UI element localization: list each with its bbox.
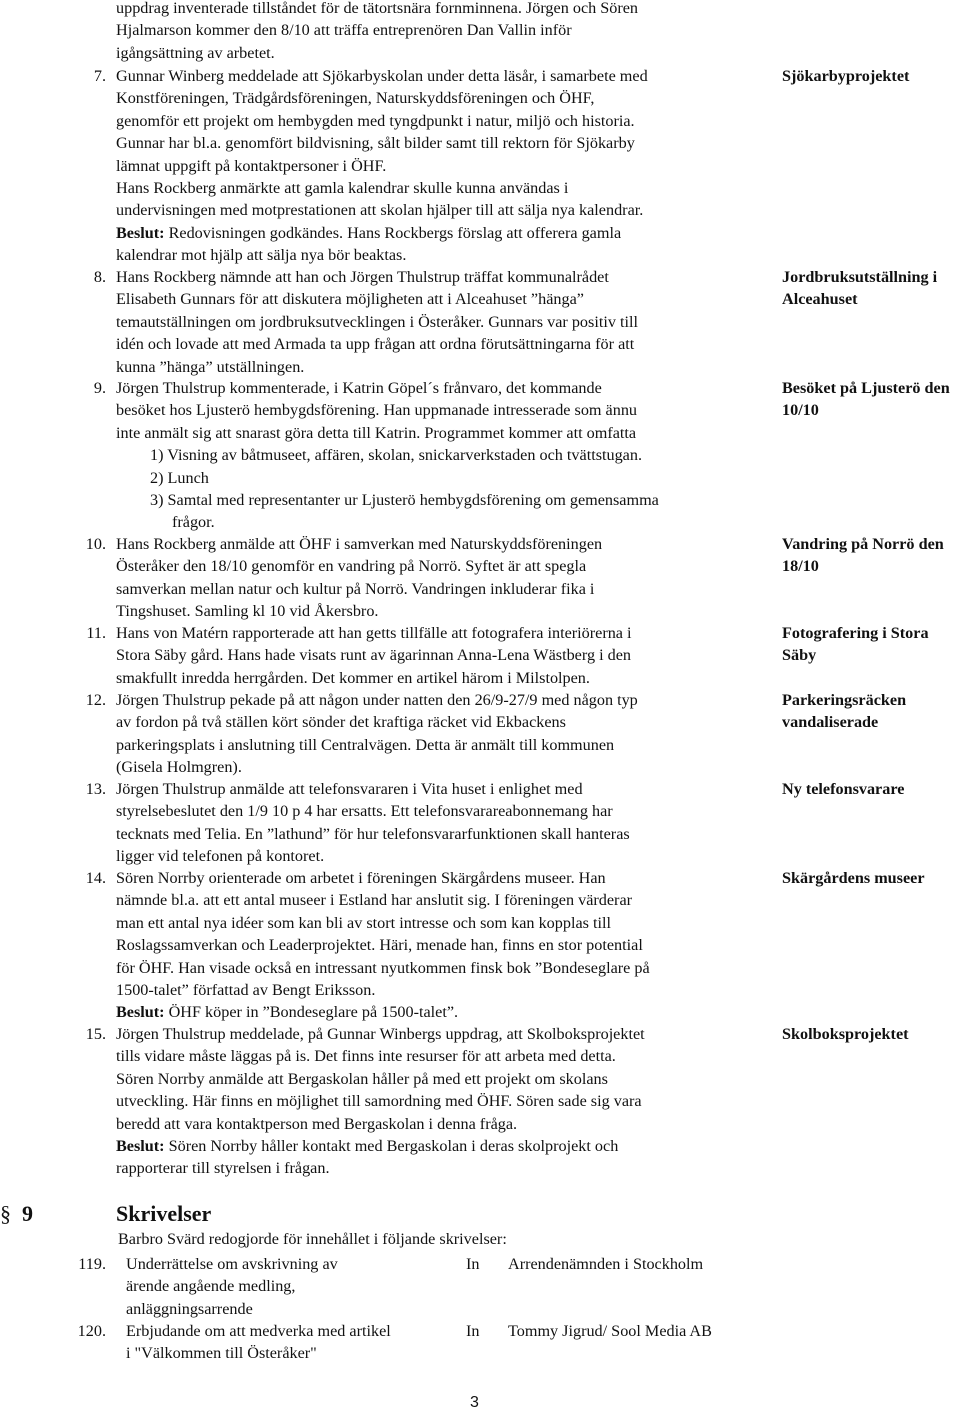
item-number: 15. bbox=[85, 1025, 106, 1043]
text-line: Gunnar har bl.a. genomfört bildvisning, sålt bilder samt till rektorn för Sjökarby bbox=[116, 134, 635, 153]
item-heading: Skärgårdens museer bbox=[782, 869, 925, 887]
continuation-text bbox=[116, 0, 766, 64]
item-body bbox=[116, 377, 766, 534]
program-item: 1) Visning av båtmuseet, affären, skolan, snickarverkstaden och tvättstugan. bbox=[150, 446, 643, 465]
section-sign: § bbox=[0, 1201, 11, 1226]
text-line: utveckling. Här finns en möjlighet till samordning med ÖHF. Sören sade sig vara bbox=[116, 1092, 642, 1111]
program-item: 3) Samtal med representanter ur Ljusterö hembygdsförening om gemensamma bbox=[150, 491, 659, 510]
text-line: rapporterar till styrelsen i frågan. bbox=[116, 1159, 330, 1178]
text-line: Konstföreningen, Trädgårdsföreningen, Naturskyddsföreningen och ÖHF, bbox=[116, 89, 595, 108]
text-line: Österåker den 18/10 genomför en vandring på Norrö. Syftet är att spegla bbox=[116, 557, 587, 576]
section-number: 9 bbox=[22, 1201, 33, 1226]
text-line: Elisabeth Gunnars för att diskutera möjligheten att i Alceahuset ”hänga” bbox=[116, 290, 584, 309]
letter-sender: Tommy Jigrud/ Sool Media AB bbox=[508, 1322, 712, 1340]
text-line: Stora Säby gård. Hans hade visats runt av ägarinnan Anna-Lena Wästberg i den bbox=[116, 646, 632, 665]
text-line: Jörgen Thulstrup pekade på att någon under natten den 26/9-27/9 med någon typ bbox=[116, 691, 638, 709]
item-body bbox=[116, 867, 766, 1024]
letter-number: 119. bbox=[78, 1255, 106, 1273]
text-line: kalendrar mot hjälp att sälja nya bör beaktas. bbox=[116, 246, 407, 265]
item-number: 14. bbox=[85, 869, 106, 887]
program-list bbox=[116, 444, 766, 534]
text-line: smakfullt inredda herrgården. Det kommer en artikel härom i Milstolpen. bbox=[116, 668, 590, 687]
text-line: anläggningsarrende bbox=[126, 1299, 253, 1318]
text-line: Sören Norrby orienterade om arbetet i föreningen Skärgårdens museer. Han bbox=[116, 869, 606, 887]
item-body bbox=[116, 778, 766, 868]
text-line: inte anmält sig att snarast göra detta till Katrin. Programmet kommer att omfatta bbox=[116, 423, 637, 442]
text-line: för ÖHF. Han visade också en intressant nyutkommen finsk bok ”Bondeseglare på bbox=[116, 958, 650, 977]
text-line: ligger vid telefonen på kontoret. bbox=[116, 847, 325, 866]
decision-label: Beslut: bbox=[116, 223, 165, 242]
letter-number: 120. bbox=[77, 1322, 106, 1340]
item-heading: Sjökarbyprojektet bbox=[782, 67, 910, 85]
item-body bbox=[116, 622, 766, 689]
text-line: idén och lovade att med Armada ta upp frågan att ordna förutsättningarna för att bbox=[116, 335, 635, 354]
section-title: Skrivelser bbox=[116, 1201, 212, 1226]
text-line: undervisningen med motprestationen att skolan hjälper till att sälja nya kalendrar. bbox=[116, 201, 644, 220]
item-heading: Skolboksprojektet bbox=[782, 1025, 909, 1043]
text-line: Hans Rockberg anmälde att ÖHF i samverkan med Naturskyddsföreningen bbox=[116, 535, 603, 553]
text-line: (Gisela Holmgren). bbox=[116, 758, 242, 777]
text-line: Hans von Matérn rapporterade att han getts tillfälle att fotografera interiörerna i bbox=[116, 624, 632, 642]
item-number: 9. bbox=[93, 379, 106, 397]
decision-label: Beslut: bbox=[116, 1003, 165, 1022]
text-line: genomför ett projekt om hembygden med tyngdpunkt i natur, miljö och historia. bbox=[116, 111, 635, 130]
text-line: Sören Norrby anmälde att Bergaskolan håller på med ett projekt om skolans bbox=[116, 1069, 608, 1088]
section-intro: Barbro Svärd redogjorde för innehållet i följande skrivelser: bbox=[118, 1230, 507, 1248]
text-line: uppdrag inventerade tillståndet för de tätortsnära fornminnena. Jörgen och Sören bbox=[116, 0, 639, 17]
text-line: Underrättelse om avskrivning av bbox=[126, 1255, 338, 1273]
text-line: tills vidare måste läggas på is. Det finns inte resurser för att arbeta med detta. bbox=[116, 1047, 616, 1066]
text-line: man ett antal nya idéer som kan bli av stort intresse och som kan kopplas till bbox=[116, 913, 611, 932]
letter-sender: Arrendenämnden i Stockholm bbox=[508, 1255, 704, 1273]
item-heading: Besöket på Ljusterö den 10/10 bbox=[782, 379, 950, 420]
text-line: kunna ”hänga” utställningen. bbox=[116, 357, 305, 376]
item-heading: Parkeringsräcken vandaliserade bbox=[782, 691, 907, 732]
text-line: tecknats med Telia. En ”lathund” för hur telefonsvararfunktionen skall hanteras bbox=[116, 824, 630, 843]
text-line: temautställningen om jordbruksutvecklingen i Österåker. Gunnars var positiv till bbox=[116, 312, 638, 331]
text-line: lämnat uppgift på kontaktpersoner i ÖHF. bbox=[116, 156, 387, 175]
item-body bbox=[116, 1023, 766, 1180]
item-heading: Fotografering i Stora Säby bbox=[782, 624, 929, 665]
decision-label: Beslut: bbox=[116, 1137, 165, 1156]
text-line: beredd att vara kontaktperson med Bergaskolan i denna fråga. bbox=[116, 1114, 518, 1133]
program-item: 2) Lunch bbox=[150, 468, 209, 487]
text-line: Hjalmarson kommer den 8/10 att träffa entreprenören Dan Vallin inför bbox=[116, 21, 572, 40]
item-number: 10. bbox=[85, 535, 106, 553]
item-heading: Vandring på Norrö den 18/10 bbox=[782, 535, 944, 576]
text-line: Jörgen Thulstrup meddelade, på Gunnar Winbergs uppdrag, att Skolboksprojektet bbox=[116, 1025, 645, 1043]
text-line: i "Välkommen till Österåker" bbox=[126, 1344, 317, 1363]
text-line: av fordon på två ställen kört sönder det kraftiga räcket vid Ekbackens bbox=[116, 713, 566, 732]
text-line: Hans Rockberg anmärkte att gamla kalendrar skulle kunna användas i bbox=[116, 179, 569, 198]
item-body bbox=[116, 689, 766, 779]
text-line: Jörgen Thulstrup anmälde att telefonsvararen i Vita huset i enlighet med bbox=[116, 780, 583, 798]
item-number: 12. bbox=[85, 691, 106, 709]
item-number: 7. bbox=[93, 67, 106, 85]
text-line: samverkan mellan natur och kultur på Norrö. Vandringen inkluderar fika i bbox=[116, 579, 595, 598]
text-line: Hans Rockberg nämnde att han och Jörgen Thulstrup träffat kommunalrådet bbox=[116, 268, 609, 286]
program-item: frågor. bbox=[172, 513, 215, 532]
text-line: Erbjudande om att medverka med artikel bbox=[126, 1322, 391, 1340]
page-number: 3 bbox=[470, 1394, 479, 1411]
text-line: Roslagssamverkan och Leaderprojektet. Häri, menade han, finns en stor potential bbox=[116, 936, 643, 955]
letter-description bbox=[126, 1253, 456, 1320]
text-line: Jörgen Thulstrup kommenterade, i Katrin Göpel´s frånvaro, det kommande bbox=[116, 379, 602, 397]
decision-text: Sören Norrby håller kontakt med Bergaskolan i deras skolprojekt och bbox=[168, 1137, 619, 1156]
decision-text: Redovisningen godkändes. Hans Rockbergs förslag att offerera gamla bbox=[168, 223, 622, 242]
text-line: Tingshuset. Samling kl 10 vid Åkersbro. bbox=[116, 602, 379, 621]
decision-line bbox=[116, 1001, 766, 1023]
text-line: nämnde bl.a. att ett antal museer i Estland har anslutit sig. I föreningen värderar bbox=[116, 891, 633, 910]
text-line: Gunnar Winberg meddelade att Sjökarbyskolan under detta läsår, i samarbete med bbox=[116, 67, 648, 85]
item-body bbox=[116, 533, 766, 623]
decision-line bbox=[116, 222, 766, 244]
item-heading: Jordbruksutställning i Alceahuset bbox=[782, 268, 938, 309]
item-number: 13. bbox=[85, 780, 106, 798]
item-number: 8. bbox=[93, 268, 106, 286]
item-heading: Ny telefonsvarare bbox=[782, 780, 905, 798]
item-body bbox=[116, 266, 766, 378]
text-line: styrelsebeslutet den 1/9 10 p 4 har ersatts. Ett telefonsvarareabonnemang har bbox=[116, 802, 613, 821]
letter-direction: In bbox=[466, 1255, 480, 1273]
letter-direction: In bbox=[466, 1322, 480, 1340]
text-line: igångsättning av arbetet. bbox=[116, 43, 275, 62]
text-line: besöket hos Ljusterö hembygdsförening. Han uppmanade intresserade som ännu bbox=[116, 401, 638, 420]
item-number: 11. bbox=[86, 624, 106, 642]
item-body bbox=[116, 65, 766, 267]
decision-line bbox=[116, 1135, 766, 1157]
letter-description bbox=[126, 1320, 456, 1365]
text-line: 1500-talet” författad av Bengt Eriksson. bbox=[116, 981, 376, 1000]
text-line: parkeringsplats i anslutning till Centralvägen. Detta är anmält till kommunen bbox=[116, 735, 615, 754]
decision-text: ÖHF köper in ”Bondeseglare på 1500-talet”. bbox=[168, 1003, 459, 1022]
text-line: ärende angående medling, bbox=[126, 1277, 296, 1296]
